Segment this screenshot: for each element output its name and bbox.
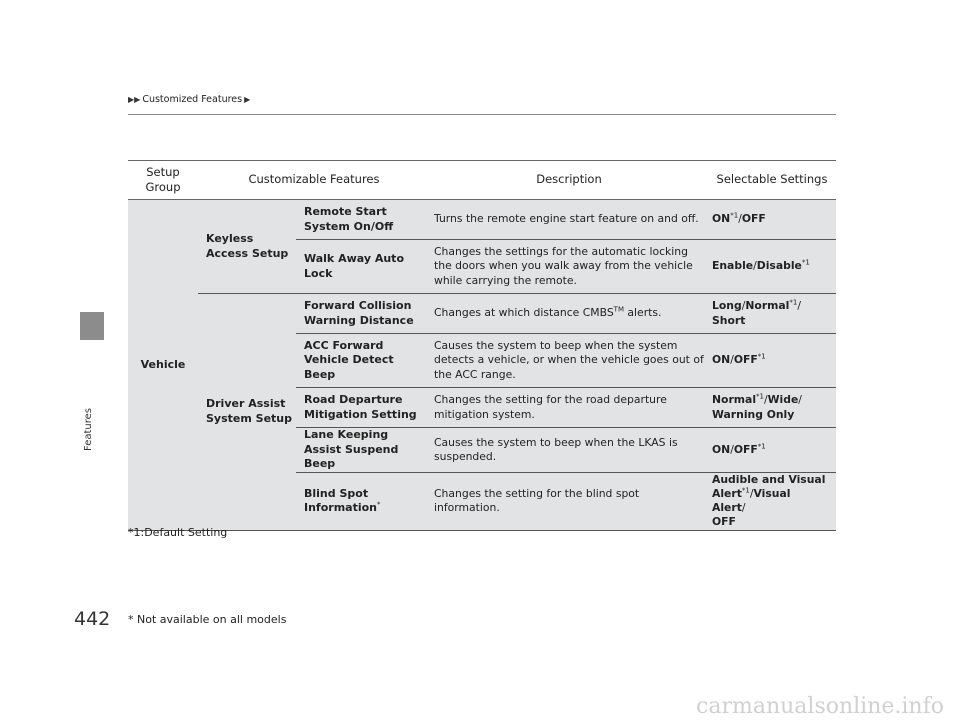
selectable-settings: ON/OFF$^{*1}$: [708, 428, 836, 473]
feature-name: Forward Collision Warning Distance: [296, 294, 430, 334]
feature-name: Lane Keeping Assist Suspend Beep: [296, 428, 430, 473]
selectable-settings: ON$^{*1}$/OFF: [708, 200, 836, 240]
selectable-settings: ON/OFF$^{*1}$: [708, 334, 836, 388]
availability-note: * Not available on all models: [128, 613, 287, 626]
header-selectable-settings: Selectable Settings: [708, 161, 836, 200]
header-setup-group: Setup Group: [128, 161, 198, 200]
header-description: Description: [430, 161, 708, 200]
customized-features-table: [128, 160, 836, 531]
subgroup-driver-assist: Driver Assist System Setup: [198, 294, 296, 531]
feature-description: Turns the remote engine start feature on and off.: [430, 200, 708, 240]
watermark: carmanualsonline.info: [696, 694, 944, 719]
page-number: 442: [74, 608, 111, 630]
feature-description: Changes at which distance CMBS™ alerts.: [430, 294, 708, 334]
feature-name: Remote Start System On/Off: [296, 200, 430, 240]
feature-description: Causes the system to beep when the system detects a vehicle, or when the vehicle goes out of the ACC range.: [430, 334, 708, 388]
header-customizable-features: Customizable Features: [198, 161, 430, 200]
section-label: Features: [83, 408, 94, 452]
subgroup-keyless-access: Keyless Access Setup: [198, 200, 296, 294]
feature-description: Causes the system to beep when the LKAS is suspended.: [430, 428, 708, 473]
breadcrumb-link[interactable]: Customized Features: [142, 94, 243, 105]
selectable-settings: Long/Normal$^{*1}$/ Short: [708, 294, 836, 334]
breadcrumb-arrow-icon: ▶: [244, 95, 251, 104]
selectable-settings: Enable/Disable$^{*1}$: [708, 240, 836, 294]
feature-name: ACC Forward Vehicle Detect Beep: [296, 334, 430, 388]
breadcrumb-arrow-icon: ▶▶: [128, 95, 141, 104]
default-setting-footnote: *1:Default Setting: [128, 526, 228, 539]
feature-description: Changes the settings for the automatic locking the doors when you walk away from the vehicle while carrying the remote.: [430, 240, 708, 294]
feature-name: Road Departure Mitigation Setting: [296, 388, 430, 428]
header-divider: [128, 114, 836, 115]
feature-description: Changes the setting for the road departure mitigation system.: [430, 388, 708, 428]
feature-name: Blind Spot Information*: [296, 472, 430, 530]
selectable-settings: Normal$^{*1}$/Wide/ Warning Only: [708, 388, 836, 428]
breadcrumb: [128, 94, 250, 105]
feature-description: Changes the setting for the blind spot information.: [430, 472, 708, 530]
setup-group-vehicle: Vehicle: [128, 200, 198, 531]
selectable-settings: Audible and Visual Alert$^{*1}$/Visual Alert/ OFF: [708, 472, 836, 530]
feature-name: Walk Away Auto Lock: [296, 240, 430, 294]
section-tab-marker: [80, 312, 104, 340]
